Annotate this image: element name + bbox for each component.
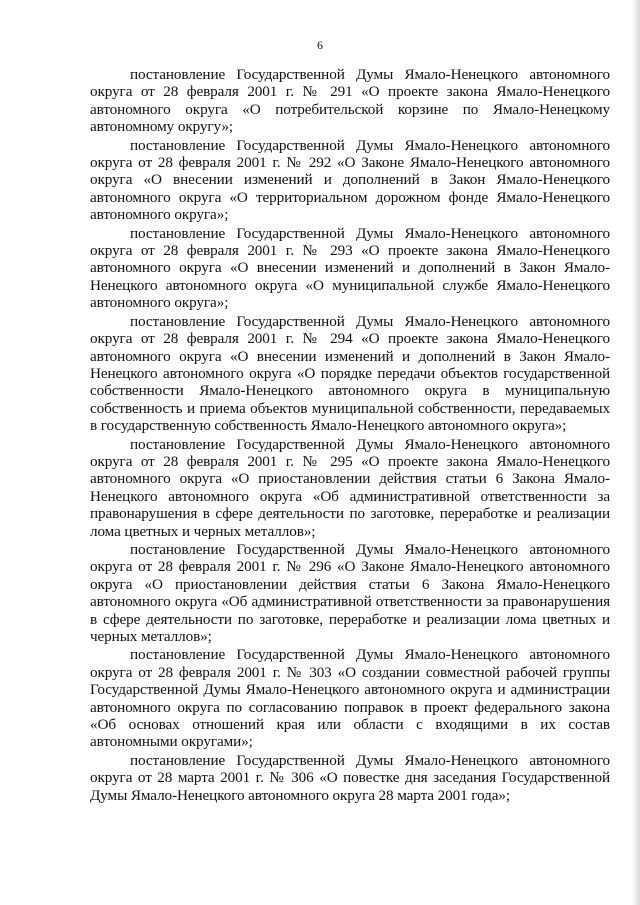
resolution-item: постановление Государственной Думы Ямало-Ненецкого автономного округа от 28 февраля 2001 г. № 303 «О создании совместной рабочей группы Государственной Думы Ямало-Ненецкого автономного округа и администрации автономного округа по согласованию поправок в проект федерального закона «Об основах отношений края или области с входящими в их состав автономными округами»; bbox=[90, 646, 610, 751]
document-body bbox=[90, 66, 610, 805]
resolution-item: постановление Государственной Думы Ямало-Ненецкого автономного округа от 28 февраля 2001 г. № 293 «О проекте закона Ямало-Ненецкого автономного округа «О внесении изменений и дополнений в Закон Ямало-Ненецкого автономного округа «О муниципальной службе Ямало-Ненецкого автономного округа»; bbox=[90, 224, 610, 312]
resolution-item: постановление Государственной Думы Ямало-Ненецкого автономного округа от 28 февраля 2001 г. № 295 «О проекте закона Ямало-Ненецкого автономного округа «О приостановлении действия статьи 6 Закона Ямало-Ненецкого автономного округа «Об административной ответственности за правонарушения в сфере деятельности по заготовке, переработке и реализации лома цветных и черных металлов»; bbox=[90, 435, 610, 540]
resolution-item: постановление Государственной Думы Ямало-Ненецкого автономного округа от 28 февраля 2001 г. № 292 «О Законе Ямало-Ненецкого автономного округа «О внесении изменений и дополнений в Закон Ямало-Ненецкого автономного округа «О территориальном дорожном фонде Ямало-Ненецкого автономного округа»; bbox=[90, 136, 610, 224]
scan-edge-shadow bbox=[632, 0, 640, 905]
resolution-item: постановление Государственной Думы Ямало-Ненецкого автономного округа от 28 февраля 2001 г. № 294 «О проекте закона Ямало-Ненецкого автономного округа «О внесении изменений и дополнений в Закон Ямало-Ненецкого автономного округа «О порядке передачи объектов государственной собственности Ямало-Ненецкого автономного округа в муниципальную собственность и приема объектов муниципальной собственности, передаваемых в государственную собственность Ямало-Ненецкого автономного округа»; bbox=[90, 312, 610, 435]
page-number: 6 bbox=[317, 38, 323, 52]
resolution-item: постановление Государственной Думы Ямало-Ненецкого автономного округа от 28 февраля 2001 г. № 291 «О проекте закона Ямало-Ненецкого автономного округа «О потребительской корзине по Ямало-Ненецкому автономному округу»; bbox=[90, 66, 610, 136]
resolution-item: постановление Государственной Думы Ямало-Ненецкого автономного округа от 28 февраля 2001 г. № 296 «О Законе Ямало-Ненецкого автономного округа «О приостановлении действия статьи 6 Закона Ямало-Ненецкого автономного округа «Об административной ответственности за правонарушения в сфере деятельности по заготовке, переработке и реализации лома цветных и черных металлов»; bbox=[90, 540, 610, 645]
resolution-item: постановление Государственной Думы Ямало-Ненецкого автономного округа от 28 марта 2001 г. № 306 «О повестке дня заседания Государственной Думы Ямало-Ненецкого автономного округа 28 марта 2001 года»; bbox=[90, 751, 610, 804]
